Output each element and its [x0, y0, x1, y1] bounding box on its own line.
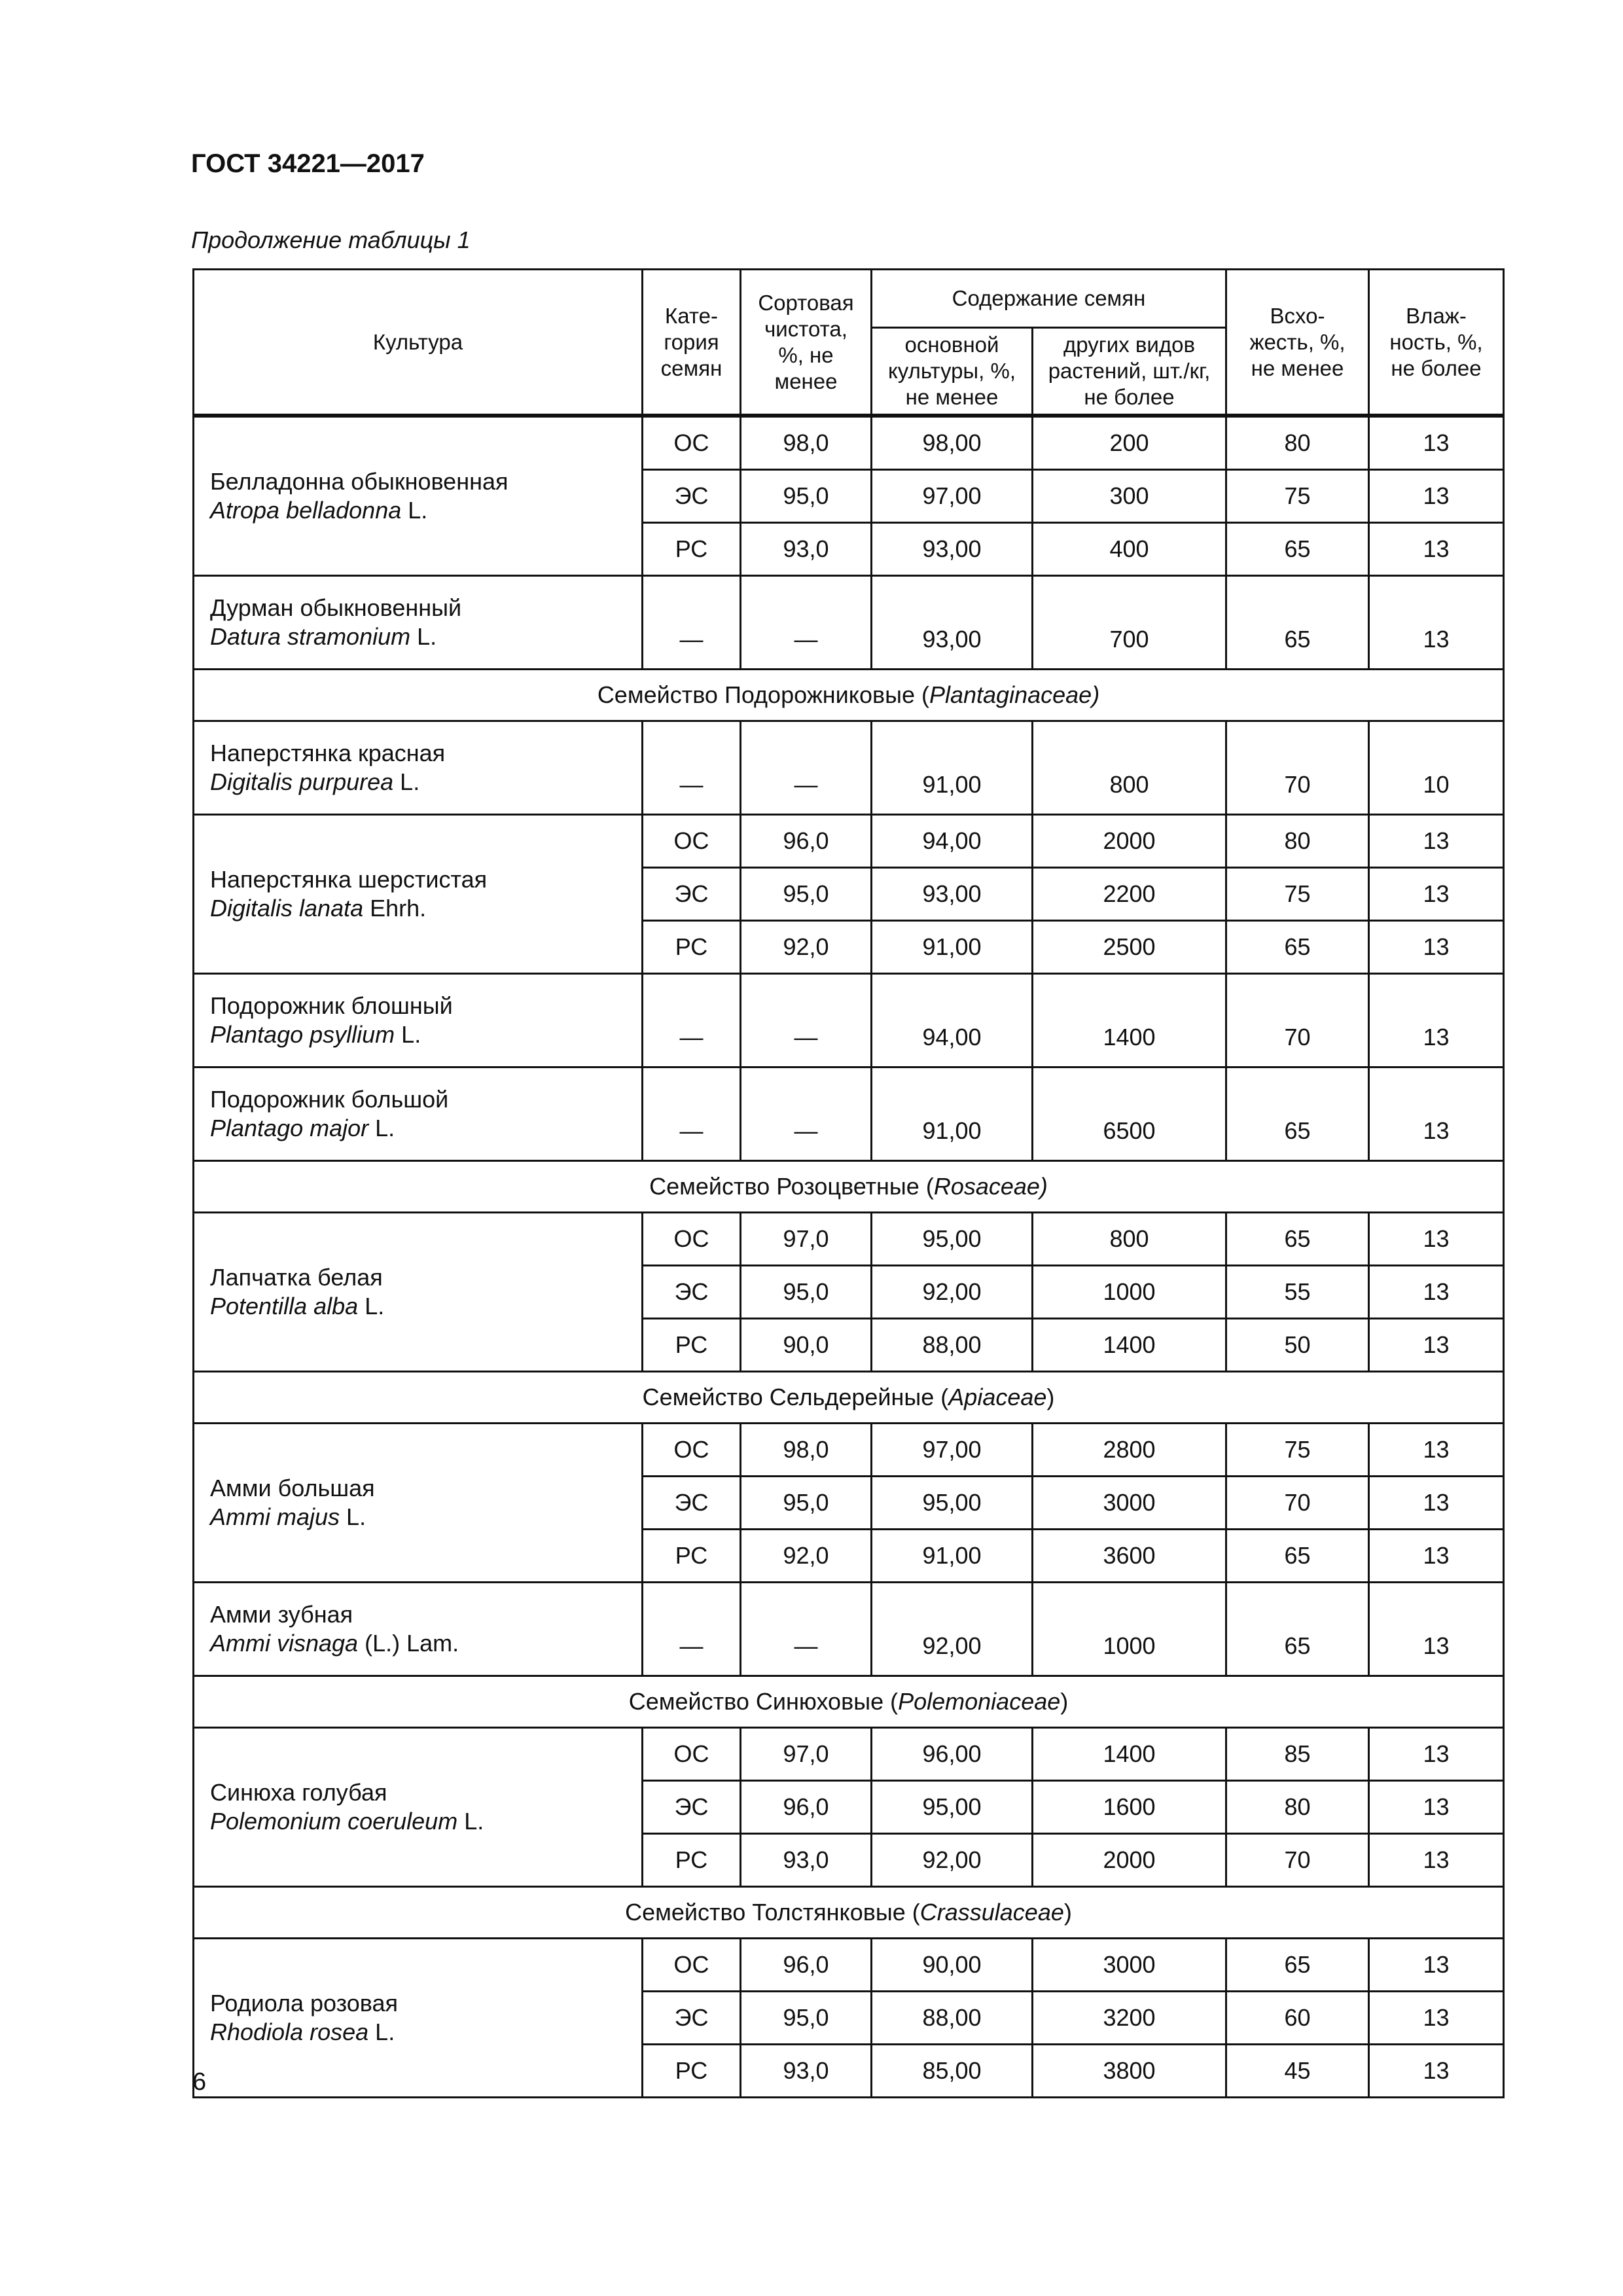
- other-plants-cell: 800: [1033, 721, 1226, 815]
- main-crop-cell: 93,00: [872, 523, 1033, 576]
- moisture-cell: 13: [1369, 1213, 1504, 1266]
- purity-cell: 98,0: [741, 416, 872, 470]
- header-main-crop: основной культуры, %, не менее: [872, 328, 1033, 416]
- species-name-lat: [210, 1292, 641, 1321]
- latin-binomial: Plantago major: [210, 1115, 369, 1141]
- germination-cell: 80: [1226, 1781, 1369, 1834]
- moisture-cell: 13: [1369, 1939, 1504, 1992]
- moisture-cell: 13: [1369, 576, 1504, 670]
- family-name-end: ): [1060, 1688, 1069, 1715]
- latin-binomial: Ammi majus: [210, 1503, 340, 1530]
- species-name-ru: Родиола розовая: [210, 1990, 399, 2017]
- latin-binomial: Plantago psyllium: [210, 1021, 395, 1048]
- other-plants-cell: 2000: [1033, 1834, 1226, 1887]
- family-name-end: ): [1063, 1899, 1072, 1926]
- species-name-lat: [210, 1020, 641, 1049]
- germination-cell: 65: [1226, 1067, 1369, 1161]
- header-germination: Всхо- жесть, %, не менее: [1226, 270, 1369, 416]
- purity-cell: 92,0: [741, 921, 872, 974]
- family-name-ru: Семейство Синюховые (: [628, 1688, 899, 1715]
- species-name-lat: [210, 1503, 641, 1532]
- category-cell: ОС: [643, 815, 741, 868]
- species-name-lat: [210, 768, 641, 797]
- germination-cell: 85: [1226, 1728, 1369, 1781]
- header-culture: Культура: [194, 270, 643, 416]
- germination-cell: 75: [1226, 470, 1369, 523]
- other-plants-cell: 3600: [1033, 1530, 1226, 1583]
- culture-cell: [194, 1213, 643, 1372]
- other-plants-cell: 400: [1033, 523, 1226, 576]
- main-crop-cell: 88,00: [872, 1319, 1033, 1372]
- category-cell: —: [643, 576, 741, 670]
- table-row: [194, 576, 1504, 670]
- purity-cell: 95,0: [741, 1477, 872, 1530]
- moisture-cell: 13: [1369, 1067, 1504, 1161]
- moisture-cell: 13: [1369, 1992, 1504, 2045]
- table-body: [194, 416, 1504, 2098]
- other-plants-cell: 2500: [1033, 921, 1226, 974]
- category-cell: —: [643, 974, 741, 1067]
- germination-cell: 65: [1226, 1213, 1369, 1266]
- author-abbrev: L.: [408, 497, 428, 524]
- germination-cell: 65: [1226, 576, 1369, 670]
- author-abbrev: L.: [375, 2018, 395, 2045]
- author-abbrev: L.: [464, 1808, 484, 1835]
- purity-cell: —: [741, 974, 872, 1067]
- species-name-lat: [210, 2018, 641, 2047]
- author-abbrev: L.: [401, 1021, 421, 1048]
- moisture-cell: 13: [1369, 1834, 1504, 1887]
- main-crop-cell: 94,00: [872, 815, 1033, 868]
- category-cell: —: [643, 721, 741, 815]
- purity-cell: —: [741, 721, 872, 815]
- moisture-cell: 13: [1369, 1266, 1504, 1319]
- category-cell: ЭС: [643, 868, 741, 921]
- purity-cell: 95,0: [741, 1266, 872, 1319]
- header-moisture: Влаж- ность, %, не более: [1369, 270, 1504, 416]
- category-cell: РС: [643, 921, 741, 974]
- family-name-lat: Crassulaceae: [919, 1899, 1064, 1926]
- culture-cell: [194, 1424, 643, 1583]
- table-caption: Продолжение таблицы 1: [191, 226, 471, 253]
- main-crop-cell: 90,00: [872, 1939, 1033, 1992]
- other-plants-cell: 1400: [1033, 974, 1226, 1067]
- germination-cell: 60: [1226, 1992, 1369, 2045]
- main-crop-cell: 97,00: [872, 1424, 1033, 1477]
- moisture-cell: 13: [1369, 1477, 1504, 1530]
- main-crop-cell: 91,00: [872, 1530, 1033, 1583]
- category-cell: ОС: [643, 416, 741, 470]
- page-number: 6: [192, 2068, 207, 2096]
- culture-cell: [194, 815, 643, 974]
- family-name-ru: Семейство Толстянковые (: [625, 1899, 920, 1926]
- category-cell: ОС: [643, 1939, 741, 1992]
- header-seed-content: Содержание семян: [872, 270, 1226, 328]
- other-plants-cell: 2800: [1033, 1424, 1226, 1477]
- category-cell: ОС: [643, 1728, 741, 1781]
- species-name-lat: [210, 1114, 641, 1143]
- category-cell: РС: [643, 2045, 741, 2098]
- moisture-cell: 13: [1369, 470, 1504, 523]
- species-name-ru: Амми зубная: [210, 1601, 353, 1628]
- germination-cell: 70: [1226, 1834, 1369, 1887]
- germination-cell: 70: [1226, 721, 1369, 815]
- purity-cell: 98,0: [741, 1424, 872, 1477]
- author-abbrev: L.: [346, 1503, 366, 1530]
- latin-binomial: Datura stramonium: [210, 623, 411, 650]
- category-cell: ЭС: [643, 1992, 741, 2045]
- latin-binomial: Ammi visnaga: [210, 1630, 359, 1657]
- family-name-ru: Семейство Розоцветные (: [649, 1173, 934, 1200]
- purity-cell: 95,0: [741, 868, 872, 921]
- germination-cell: 80: [1226, 815, 1369, 868]
- germination-cell: 65: [1226, 1583, 1369, 1676]
- germination-cell: 65: [1226, 523, 1369, 576]
- table-row: [194, 1583, 1504, 1676]
- category-cell: —: [643, 1067, 741, 1161]
- main-crop-cell: 91,00: [872, 921, 1033, 974]
- moisture-cell: 13: [1369, 815, 1504, 868]
- species-name-lat: [210, 496, 641, 525]
- seed-quality-table: [192, 268, 1505, 2098]
- category-cell: ОС: [643, 1424, 741, 1477]
- family-name-lat: Plantaginaceae): [929, 681, 1100, 708]
- moisture-cell: 13: [1369, 1583, 1504, 1676]
- family-name-end: ): [1046, 1384, 1055, 1410]
- category-cell: РС: [643, 523, 741, 576]
- family-heading: [194, 1887, 1504, 1939]
- document-title: ГОСТ 34221—2017: [191, 149, 425, 178]
- main-crop-cell: 95,00: [872, 1213, 1033, 1266]
- purity-cell: 96,0: [741, 1781, 872, 1834]
- main-crop-cell: 85,00: [872, 2045, 1033, 2098]
- main-crop-cell: 94,00: [872, 974, 1033, 1067]
- table-row: [194, 416, 1504, 470]
- purity-cell: —: [741, 1067, 872, 1161]
- germination-cell: 55: [1226, 1266, 1369, 1319]
- moisture-cell: 13: [1369, 868, 1504, 921]
- culture-cell: [194, 416, 643, 576]
- culture-cell: [194, 1939, 643, 2098]
- purity-cell: 92,0: [741, 1530, 872, 1583]
- table-row: [194, 1067, 1504, 1161]
- culture-cell: [194, 576, 643, 670]
- purity-cell: 95,0: [741, 1992, 872, 2045]
- purity-cell: 97,0: [741, 1728, 872, 1781]
- author-abbrev: L.: [365, 1293, 385, 1319]
- species-name-lat: [210, 1807, 641, 1836]
- species-name-ru: Белладонна обыкновенная: [210, 468, 508, 495]
- latin-binomial: Potentilla alba: [210, 1293, 359, 1319]
- latin-binomial: Digitalis purpurea: [210, 768, 394, 795]
- species-name-lat: [210, 1629, 641, 1658]
- other-plants-cell: 800: [1033, 1213, 1226, 1266]
- main-crop-cell: 98,00: [872, 416, 1033, 470]
- species-name-ru: Амми большая: [210, 1475, 375, 1501]
- main-crop-cell: 92,00: [872, 1834, 1033, 1887]
- germination-cell: 70: [1226, 974, 1369, 1067]
- culture-cell: [194, 721, 643, 815]
- table-row: [194, 721, 1504, 815]
- germination-cell: 65: [1226, 1530, 1369, 1583]
- category-cell: ЭС: [643, 1781, 741, 1834]
- purity-cell: 93,0: [741, 523, 872, 576]
- moisture-cell: 13: [1369, 1728, 1504, 1781]
- culture-cell: [194, 1583, 643, 1676]
- species-name-ru: Дурман обыкновенный: [210, 594, 462, 621]
- header-category: Кате- гория семян: [643, 270, 741, 416]
- germination-cell: 65: [1226, 921, 1369, 974]
- main-crop-cell: 93,00: [872, 868, 1033, 921]
- author-abbrev: Ehrh.: [370, 895, 427, 922]
- family-heading: [194, 1161, 1504, 1213]
- moisture-cell: 13: [1369, 974, 1504, 1067]
- species-name-lat: [210, 894, 641, 923]
- latin-binomial: Digitalis lanata: [210, 895, 364, 922]
- purity-cell: 93,0: [741, 1834, 872, 1887]
- germination-cell: 65: [1226, 1939, 1369, 1992]
- moisture-cell: 13: [1369, 523, 1504, 576]
- moisture-cell: 13: [1369, 921, 1504, 974]
- category-cell: ЭС: [643, 1266, 741, 1319]
- germination-cell: 45: [1226, 2045, 1369, 2098]
- table-row: [194, 1213, 1504, 1266]
- other-plants-cell: 2200: [1033, 868, 1226, 921]
- header-varietal-purity: Сортовая чистота, %, не менее: [741, 270, 872, 416]
- category-cell: РС: [643, 1319, 741, 1372]
- purity-cell: 90,0: [741, 1319, 872, 1372]
- family-row: [194, 1676, 1504, 1728]
- other-plants-cell: 6500: [1033, 1067, 1226, 1161]
- moisture-cell: 13: [1369, 2045, 1504, 2098]
- species-name-ru: Лапчатка белая: [210, 1264, 383, 1291]
- main-crop-cell: 91,00: [872, 1067, 1033, 1161]
- culture-cell: [194, 974, 643, 1067]
- category-cell: РС: [643, 1530, 741, 1583]
- species-name-ru: Синюха голубая: [210, 1779, 387, 1806]
- family-heading: [194, 1676, 1504, 1728]
- main-crop-cell: 92,00: [872, 1266, 1033, 1319]
- moisture-cell: 13: [1369, 1530, 1504, 1583]
- purity-cell: —: [741, 576, 872, 670]
- family-name-lat: Rosaceae): [933, 1173, 1048, 1200]
- species-name-ru: Наперстянка шерстистая: [210, 866, 488, 893]
- species-name-ru: Подорожник большой: [210, 1086, 449, 1113]
- other-plants-cell: 1400: [1033, 1728, 1226, 1781]
- table-row: [194, 1424, 1504, 1477]
- author-abbrev: (L.) Lam.: [365, 1630, 459, 1657]
- family-row: [194, 1372, 1504, 1424]
- author-abbrev: L.: [400, 768, 420, 795]
- other-plants-cell: 200: [1033, 416, 1226, 470]
- family-row: [194, 1161, 1504, 1213]
- species-name-ru: Подорожник блошный: [210, 992, 453, 1019]
- family-heading: [194, 1372, 1504, 1424]
- main-crop-cell: 91,00: [872, 721, 1033, 815]
- category-cell: ОС: [643, 1213, 741, 1266]
- family-row: [194, 670, 1504, 721]
- purity-cell: 96,0: [741, 815, 872, 868]
- main-crop-cell: 88,00: [872, 1992, 1033, 2045]
- family-name-lat: Polemoniaceae: [898, 1688, 1061, 1715]
- table-row: [194, 815, 1504, 868]
- purity-cell: 96,0: [741, 1939, 872, 1992]
- purity-cell: 95,0: [741, 470, 872, 523]
- purity-cell: —: [741, 1583, 872, 1676]
- category-cell: —: [643, 1583, 741, 1676]
- author-abbrev: L.: [417, 623, 437, 650]
- main-crop-cell: 95,00: [872, 1781, 1033, 1834]
- table-row: [194, 1939, 1504, 1992]
- family-name-lat: Apiaceae: [948, 1384, 1047, 1410]
- germination-cell: 50: [1226, 1319, 1369, 1372]
- main-crop-cell: 96,00: [872, 1728, 1033, 1781]
- culture-cell: [194, 1728, 643, 1887]
- category-cell: РС: [643, 1834, 741, 1887]
- latin-binomial: Polemonium coeruleum: [210, 1808, 458, 1835]
- other-plants-cell: 300: [1033, 470, 1226, 523]
- other-plants-cell: 1000: [1033, 1266, 1226, 1319]
- table-row: [194, 974, 1504, 1067]
- culture-cell: [194, 1067, 643, 1161]
- family-name-ru: Семейство Сельдерейные (: [642, 1384, 949, 1410]
- moisture-cell: 10: [1369, 721, 1504, 815]
- other-plants-cell: 3000: [1033, 1939, 1226, 1992]
- other-plants-cell: 1600: [1033, 1781, 1226, 1834]
- germination-cell: 70: [1226, 1477, 1369, 1530]
- latin-binomial: Rhodiola rosea: [210, 2018, 369, 2045]
- species-name-lat: [210, 622, 641, 651]
- other-plants-cell: 3000: [1033, 1477, 1226, 1530]
- moisture-cell: 13: [1369, 1781, 1504, 1834]
- main-crop-cell: 92,00: [872, 1583, 1033, 1676]
- other-plants-cell: 1000: [1033, 1583, 1226, 1676]
- main-crop-cell: 95,00: [872, 1477, 1033, 1530]
- other-plants-cell: 700: [1033, 576, 1226, 670]
- main-crop-cell: 93,00: [872, 576, 1033, 670]
- family-name-ru: Семейство Подорожниковые (: [597, 681, 929, 708]
- purity-cell: 97,0: [741, 1213, 872, 1266]
- author-abbrev: L.: [375, 1115, 395, 1141]
- category-cell: ЭС: [643, 1477, 741, 1530]
- table-row: [194, 1728, 1504, 1781]
- family-heading: [194, 670, 1504, 721]
- header-other-plants: других видов растений, шт./кг, не более: [1033, 328, 1226, 416]
- main-crop-cell: 97,00: [872, 470, 1033, 523]
- other-plants-cell: 3200: [1033, 1992, 1226, 2045]
- family-row: [194, 1887, 1504, 1939]
- moisture-cell: 13: [1369, 416, 1504, 470]
- moisture-cell: 13: [1369, 1319, 1504, 1372]
- other-plants-cell: 1400: [1033, 1319, 1226, 1372]
- latin-binomial: Atropa belladonna: [210, 497, 402, 524]
- germination-cell: 75: [1226, 1424, 1369, 1477]
- other-plants-cell: 3800: [1033, 2045, 1226, 2098]
- purity-cell: 93,0: [741, 2045, 872, 2098]
- category-cell: ЭС: [643, 470, 741, 523]
- other-plants-cell: 2000: [1033, 815, 1226, 868]
- species-name-ru: Наперстянка красная: [210, 740, 446, 766]
- germination-cell: 75: [1226, 868, 1369, 921]
- germination-cell: 80: [1226, 416, 1369, 470]
- moisture-cell: 13: [1369, 1424, 1504, 1477]
